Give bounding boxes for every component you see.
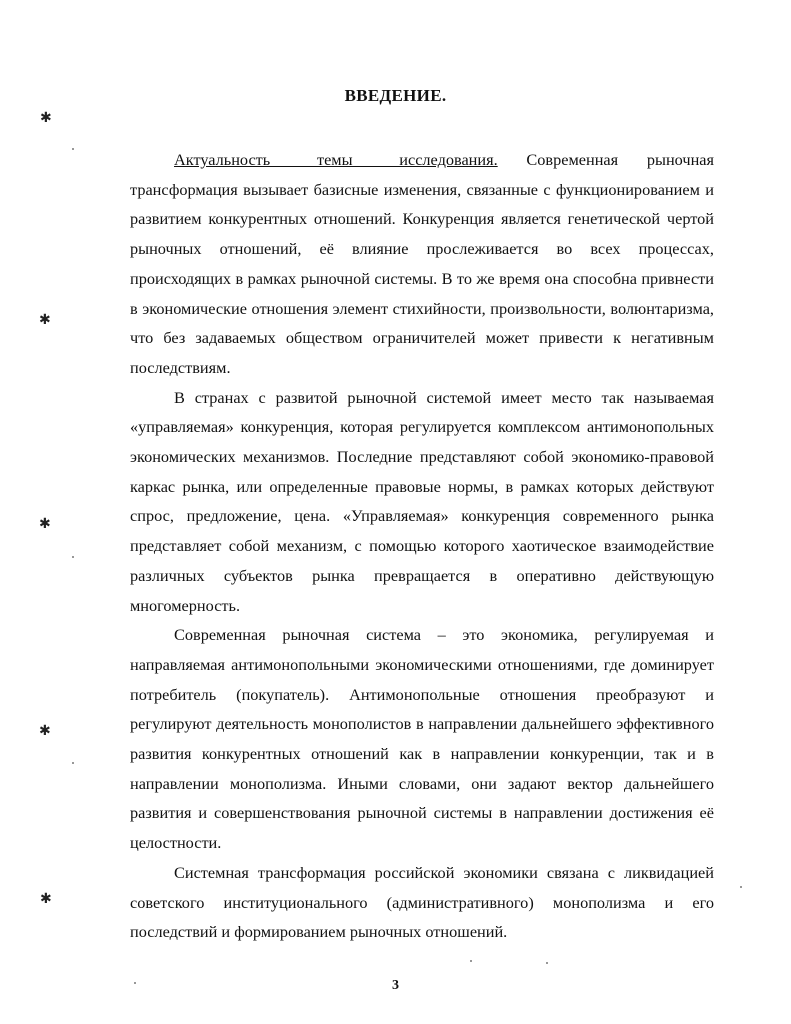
binding-hole-mark: ✱ bbox=[40, 111, 52, 126]
binding-hole-mark: ✱ bbox=[39, 517, 51, 532]
binding-hole-mark: ✱ bbox=[39, 724, 51, 739]
scan-dust bbox=[470, 960, 472, 962]
paragraph-1 bbox=[130, 145, 714, 383]
paragraph-1-text: Современная рыночная трансформация вызывает базисные изменения, связанные с функционированием и развитием конкурентных отношений. Конкуренция является генетической чертой рыночных отношений, её влияние прослеживается во всех процессах, происходящих в рамках рыночной системы. В то же время она способна привнести в экономические отношения элемент стихийности, произвольности, волюнтаризма, что без задаваемых обществом ограничителей может привести к негативным последствиям. bbox=[130, 150, 714, 377]
page-number: 3 bbox=[392, 978, 399, 993]
scan-dust bbox=[72, 556, 74, 558]
body-text bbox=[130, 145, 714, 947]
paragraph-3: Современная рыночная система – это экономика, регулируемая и направляемая антимонопольными экономическими отношениями, где доминирует потребитель (покупатель). Антимонопольные отношения преобразуют и регулируют деятельность монополистов в направлении дальнейшего эффективного развития конкурентных отношений как в направлении конкуренции, так и в направлении монополизма. Иными словами, они задают вектор дальнейшего развития и совершенствования рыночной системы в направлении достижения её целостности. bbox=[130, 625, 714, 853]
scan-dust bbox=[72, 148, 74, 150]
scan-dust bbox=[134, 982, 136, 984]
scan-dust bbox=[740, 886, 742, 888]
scan-dust bbox=[72, 762, 74, 764]
binding-hole-mark: ✱ bbox=[39, 313, 51, 328]
scan-dust bbox=[546, 962, 548, 964]
page-title: ВВЕДЕНИЕ. bbox=[344, 86, 447, 105]
lead-phrase: Актуальность темы исследования. bbox=[174, 150, 498, 169]
paragraph-2: В странах с развитой рыночной системой имеет место так называемая «управляемая» конкуренция, которая регулируется комплексом антимонопольных экономических механизмов. Последние представляют собой экономико-правовой каркас рынка, или определенные правовые нормы, в рамках которых действуют спрос, предложение, цена. «Управляемая» конкуренция современного рынка представляет собой механизм, с помощью которого хаотическое взаимодействие различных субъектов рынка превращается в оперативно действующую многомерность. bbox=[130, 387, 714, 615]
paragraph-4: Системная трансформация российской экономики связана с ликвидацией советского институционального (административного) монополизма и его последствий и формированием рыночных отношений. bbox=[130, 862, 714, 942]
binding-hole-mark: ✱ bbox=[40, 892, 52, 907]
